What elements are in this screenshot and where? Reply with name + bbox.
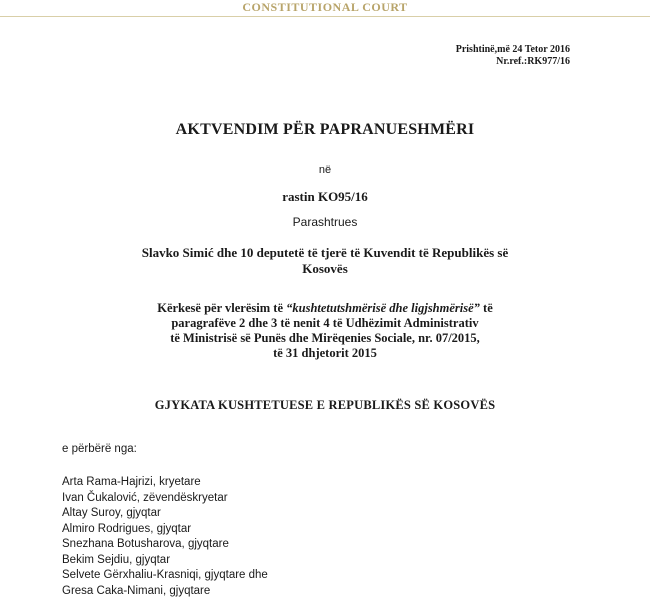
composed-of-label: e përbërë nga: [62,443,137,455]
document-meta [456,44,570,68]
request-text: Kërkesë për vlerësim të [157,301,287,315]
judge-item: Altay Suroy, gjyqtar [62,507,161,519]
place-date: Prishtinë,më 24 Tetor 2016 [455,44,570,55]
judges-list [62,475,268,599]
court-header: CONSTITUTIONAL COURT [242,0,408,14]
judge-item: Almiro Rodrigues, gjyqtar [62,522,192,535]
request-line: të 31 dhjetorit 2015 [273,346,377,360]
request-line [0,301,650,316]
judge-item: Selvete Gërxhaliu-Krasniqi, gjyqtare dhe [62,569,268,581]
request-line: të Ministrisë së Punës dhe Mirëqenies Sociale, nr. 07/2015, [170,331,480,345]
in-word: në [318,164,332,176]
judge-item: Bekim Sejdiu, gjyqtar [62,553,171,566]
header-rule [0,16,650,17]
applicant-label: Parashtrues [292,215,358,229]
judge-item: Arta Rama-Hajrizi, kryetare [62,476,201,488]
judge-item: Gresa Caka-Nimani, gjyqtare [62,584,211,597]
case-number: rastin KO95/16 [282,189,368,204]
request-line: paragrafëve 2 dhe 3 të nenit 4 të Udhëzimit Administrativ [171,316,479,330]
reference-number: Nr.ref.:RK977/16 [496,56,570,67]
applicant-line: Kosovës [302,261,348,276]
judge-item: Snezhana Botusharova, gjyqtare [62,538,229,550]
applicant [0,245,650,277]
court-name: GJYKATA KUSHTETUESE E REPUBLIKËS SË KOSOVËS [154,398,496,412]
document-title: AKTVENDIM PËR PAPRANUESHMËRI [175,121,475,138]
applicant-line: Slavko Simić dhe 10 deputetë të tjerë të Kuvendit të Republikës së [141,245,509,260]
request-text: të [479,301,493,315]
request-description [0,301,650,361]
request-quote: “kushtetutshmërisë dhe ligjshmërisë” [286,301,480,315]
judge-item: Ivan Čukalović, zëvendëskryetar [62,491,228,504]
